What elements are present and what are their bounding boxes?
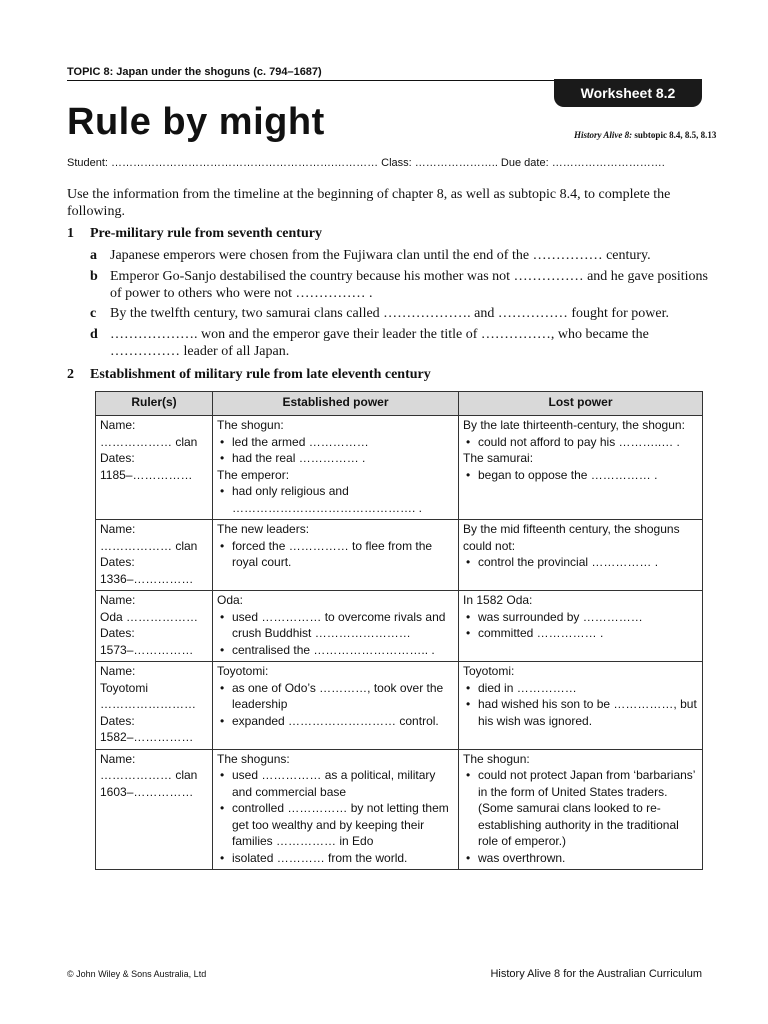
cell-line: In 1582 Oda: (463, 593, 533, 607)
question-1-title: Pre-military rule from seventh century (90, 226, 322, 241)
column-header-established-power: Established power (213, 392, 459, 416)
table-row (96, 591, 703, 662)
ruler-line: Dates: (100, 626, 135, 640)
column-header-rulers: Ruler(s) (96, 392, 213, 416)
lost-power-cell (459, 416, 703, 520)
question-1b-letter: b (90, 269, 98, 284)
table-header-row (96, 392, 703, 416)
ruler-line: 1582–…………… (100, 730, 194, 744)
lost-power-cell (459, 520, 703, 591)
bullet-item: • was overthrown. (463, 850, 698, 867)
question-1a-text: Japanese emperors were chosen from the Fujiwara clan until the end of the …………… century. (110, 248, 651, 263)
column-header-lost-power: Lost power (459, 392, 703, 416)
ruler-line: Name: (100, 418, 136, 432)
ruler-line: 1573–…………… (100, 642, 194, 657)
instructions: Use the information from the timeline at the beginning of chapter 8, as well as subtopic 8.4, to complete the following. (67, 187, 671, 219)
footer-copyright: © John Wiley & Sons Australia, Ltd (67, 969, 207, 979)
ruler-line: 1185–…………… (100, 467, 193, 482)
cell-line: Oda: (217, 593, 244, 607)
cell-line: The emperor: (217, 467, 290, 482)
established-power-cell (213, 662, 459, 750)
table-row (96, 749, 703, 870)
bullet-item: • committed …………… . (463, 625, 698, 642)
bullet-item: • isolated ………… from the world. (217, 850, 454, 867)
bullet-item: • could not protect Japan from ‘barbarians’ in the form of United States traders. (Some samurai clans looked to re-establishing authority in the traditional role of emperor.) (463, 767, 698, 850)
worksheet-badge: Worksheet 8.2 (554, 79, 702, 107)
table-row (96, 416, 703, 520)
page-title: Rule by might (67, 101, 325, 143)
bullet-item: • centralised the ……………………….. . (217, 642, 454, 659)
ruler-cell (96, 749, 213, 870)
bullet-item: • as one of Odo’s …………, took over the leadership (217, 680, 454, 713)
established-power-cell (213, 749, 459, 870)
ruler-line: ……………… clan (100, 538, 198, 553)
bullet-item: • used …………… to overcome rivals and crush Buddhist …………………… (217, 609, 454, 642)
table-row (96, 520, 703, 591)
footer-series: History Alive 8 for the Australian Curriculum (490, 968, 702, 980)
question-1b (90, 268, 710, 302)
question-2-title: Establishment of military rule from late eleventh century (90, 367, 431, 382)
ruler-line: 1336–…………… (100, 571, 194, 586)
bullet-item: • had only religious and ………………………………………. . (217, 483, 454, 516)
ruler-line: Name: (100, 522, 136, 536)
reference-book: History Alive 8: (574, 130, 633, 140)
ruler-line: Dates: (100, 713, 135, 728)
bullet-item: • controlled …………… by not letting them get too wealthy and by keeping their families …………… in Edo (217, 800, 454, 850)
cell-line: The shogun: (463, 751, 530, 766)
rulers-table (95, 391, 703, 870)
bullet-item: • began to oppose the …………… . (463, 467, 698, 484)
ruler-line: ……………… clan (100, 434, 198, 449)
bullet-item: • had wished his son to be ……………, but his wish was ignored. (463, 696, 698, 729)
lost-power-cell (459, 749, 703, 870)
question-2-heading (67, 367, 431, 383)
established-power-cell (213, 416, 459, 520)
question-1c (90, 305, 710, 322)
ruler-line: Toyotomi (100, 680, 149, 695)
ruler-cell (96, 520, 213, 591)
ruler-line: ……………… clan (100, 768, 198, 782)
ruler-cell (96, 662, 213, 750)
lost-power-cell (459, 591, 703, 662)
ruler-cell (96, 416, 213, 520)
ruler-line: Oda ……………… (100, 609, 199, 624)
established-power-cell (213, 520, 459, 591)
bullet-item: • had the real …………… . (217, 450, 454, 467)
table-body (96, 416, 703, 870)
cell-line: The new leaders: (217, 522, 310, 536)
question-1c-letter: c (90, 306, 97, 321)
cell-line: The shoguns: (217, 751, 290, 766)
bullet-item: • used …………… as a political, military and commercial base (217, 767, 454, 800)
ruler-cell (96, 591, 213, 662)
question-1-heading (67, 226, 322, 242)
cell-line: The shogun: (217, 418, 284, 432)
question-1a-letter: a (90, 248, 97, 263)
question-1d (90, 326, 710, 360)
bullet-item: • control the provincial …………… . (463, 554, 698, 571)
bullet-item: • led the armed …………… (217, 434, 454, 451)
cell-line: By the late thirteenth-century, the shogun: (463, 418, 685, 432)
bullet-item: • could not afford to pay his ………..… . (463, 434, 698, 451)
ruler-line: Name: (100, 593, 136, 607)
cell-line: Toyotomi: (217, 664, 269, 678)
table-row (96, 662, 703, 750)
ruler-line: …………………… (100, 697, 196, 711)
cell-line: Toyotomi: (463, 664, 515, 678)
bullet-item: • forced the …………… to flee from the royal court. (217, 538, 454, 571)
ruler-line: Dates: (100, 555, 135, 569)
student-details-line: Student: …………………………………………………….………… Class: ………………….. Due date: …………………………. (67, 157, 665, 169)
bullet-item: • died in …………… (463, 680, 698, 697)
topic-header: TOPIC 8: Japan under the shoguns (c. 794–1687) (67, 66, 322, 78)
ruler-line: Name: (100, 664, 136, 678)
question-1b-text: Emperor Go-Sanjo destabilised the country because his mother was not …………… and he gave positions of power to others who were not …………… . (110, 269, 708, 301)
ruler-line: Name: (100, 751, 136, 766)
question-1c-text: By the twelfth century, two samurai clans called ………………. and …………… fought for power. (110, 306, 669, 321)
established-power-cell (213, 591, 459, 662)
bullet-item: • expanded ……………………… control. (217, 713, 454, 730)
question-1d-letter: d (90, 327, 98, 342)
reference-subtopics: subtopic 8.4, 8.5, 8.13 (634, 130, 717, 140)
bullet-item: • was surrounded by …………… (463, 609, 698, 626)
ruler-line: 1603–…………… (100, 784, 194, 799)
question-2-number: 2 (67, 367, 74, 382)
cell-line: By the mid fifteenth century, the shoguns could not: (463, 522, 680, 553)
ruler-line: Dates: (100, 451, 135, 465)
question-1-number: 1 (67, 226, 74, 241)
lost-power-cell (459, 662, 703, 750)
cell-line: The samurai: (463, 451, 534, 465)
subtopic-reference (574, 130, 716, 140)
question-1d-text: ………………. won and the emperor gave their leader the title of ……………, who became the …………… leader of all Japan. (110, 327, 649, 359)
question-1a (90, 247, 710, 264)
